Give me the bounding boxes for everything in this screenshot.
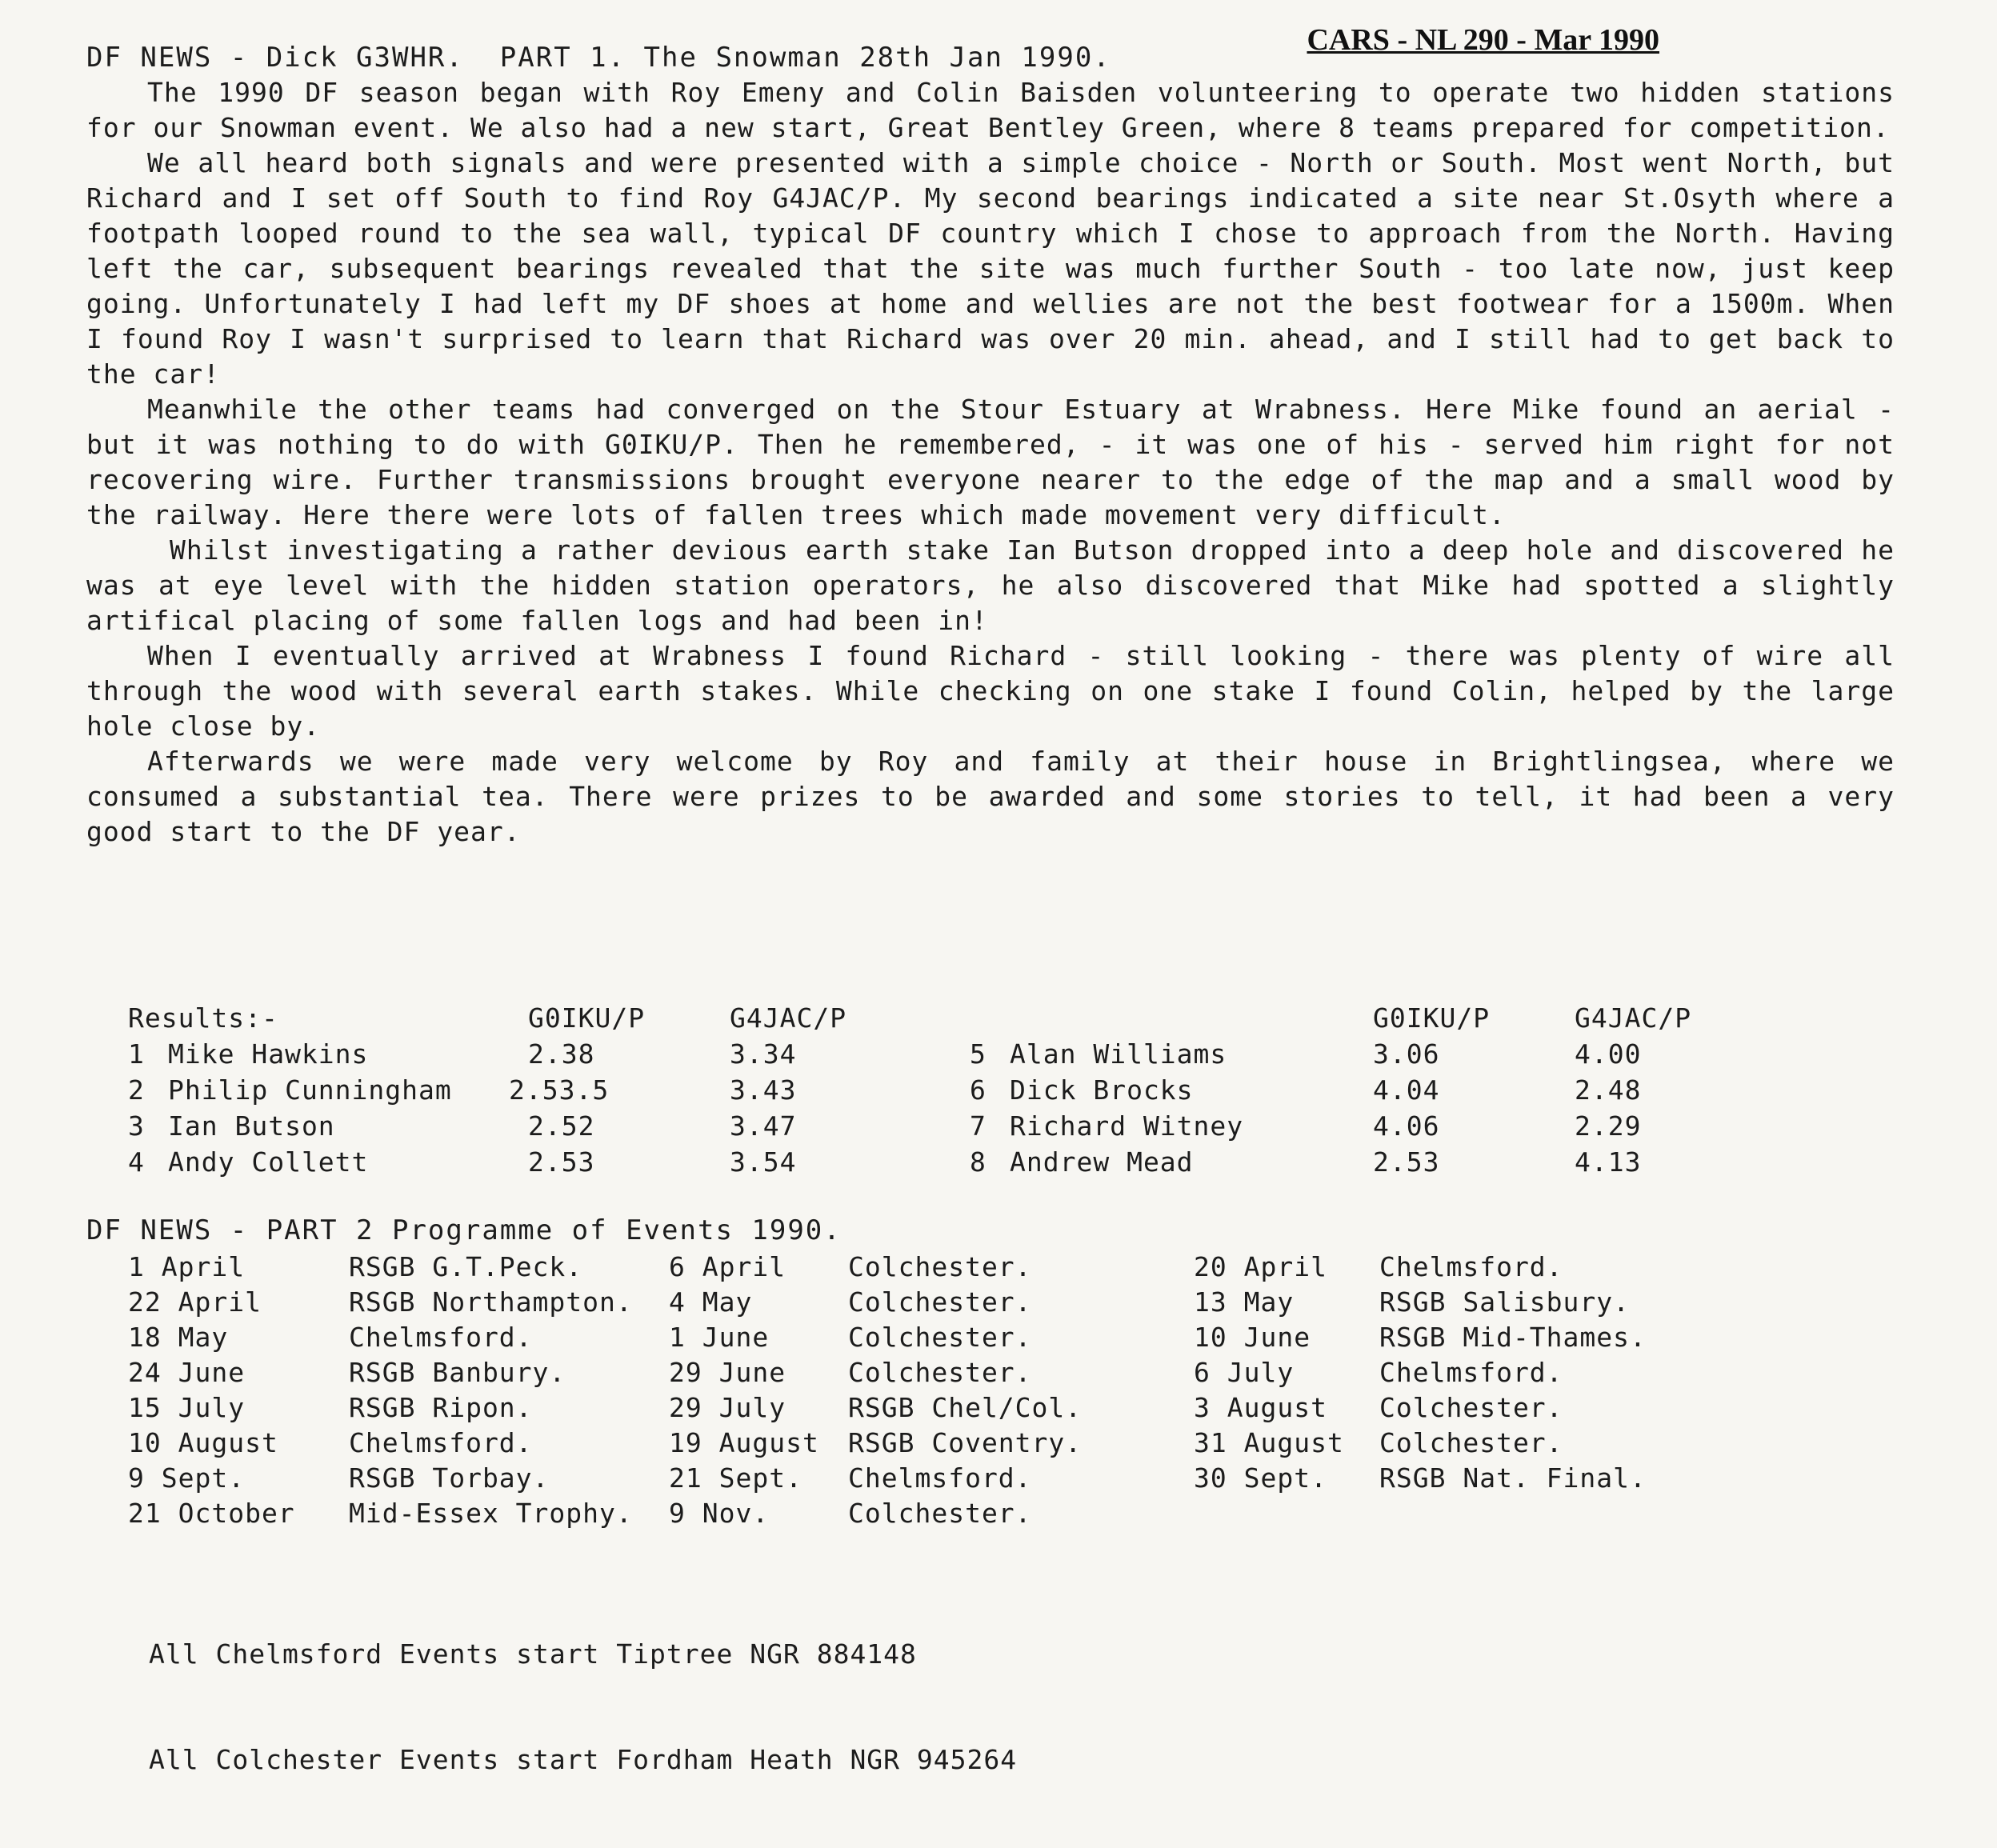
part2-heading: DF NEWS - PART 2 Programme of Events 1990. xyxy=(86,1214,842,1246)
position: 1 xyxy=(128,1038,145,1070)
event-date: 22 April xyxy=(128,1286,262,1318)
position: 4 xyxy=(128,1146,145,1178)
event-name: RSGB G.T.Peck. xyxy=(349,1251,583,1282)
competitor-name: Andrew Mead xyxy=(1010,1146,1194,1178)
time: 3.06 xyxy=(1373,1038,1440,1070)
competitor-name: Dick Brocks xyxy=(1010,1074,1194,1106)
programme-row xyxy=(128,1285,1888,1320)
event-name: RSGB Salisbury. xyxy=(1379,1286,1631,1318)
position: 6 xyxy=(970,1074,986,1106)
column-header: G0IKU/P xyxy=(1373,1002,1491,1034)
event-name: RSGB Banbury. xyxy=(349,1357,566,1388)
event-name: Chelmsford. xyxy=(349,1322,533,1353)
event-name: Colchester. xyxy=(848,1286,1032,1318)
event-name: Colchester. xyxy=(848,1322,1032,1353)
event-name: Colchester. xyxy=(1379,1392,1563,1423)
time: 4.06 xyxy=(1373,1110,1440,1142)
event-date: 6 April xyxy=(669,1251,786,1282)
programme-row xyxy=(128,1250,1888,1285)
event-name: Colchester. xyxy=(848,1357,1032,1388)
time: 2.52 xyxy=(528,1110,595,1142)
event-name: RSGB Ripon. xyxy=(349,1392,533,1423)
event-name: Chelmsford. xyxy=(349,1427,533,1458)
position: 7 xyxy=(970,1110,986,1142)
time: 2.53 xyxy=(1373,1146,1440,1178)
event-date: 20 April xyxy=(1194,1251,1327,1282)
paragraph: Afterwards we were made very welcome by Roy and family at their house in Brightlingsea, where we consumed a substantial tea. There were prizes to be awarded and some stories to tell, it had been a very good start to the DF year. xyxy=(86,746,1895,847)
event-date: 30 Sept. xyxy=(1194,1462,1327,1494)
event-name: Chelmsford. xyxy=(1379,1357,1563,1388)
programme-row xyxy=(128,1320,1888,1355)
event-date: 24 June xyxy=(128,1357,246,1388)
column-header: G4JAC/P xyxy=(730,1002,847,1034)
time: 2.29 xyxy=(1575,1110,1642,1142)
paragraph: We all heard both signals and were presented with a simple choice - North or South. Most went North, but Richard and I set off South to find Roy G4JAC/P. My second bearings indicated a site near St.Osyth where a footpath looped round to the sea wall, typical DF country which I chose to approach from the North. Having left the car, subsequent bearings revealed that the site was much further South - too late now, just keep going. Unfortunately I had left my DF shoes at home and wellies are not the best footwear for a 1500m. When I found Roy I wasn't surprised to learn that Richard was over 20 min. ahead, and I still had to get back to the car! xyxy=(86,147,1895,390)
event-date: 21 October xyxy=(128,1498,295,1529)
part1-heading: DF NEWS - Dick G3WHR. PART 1. The Snowman 28th Jan 1990. xyxy=(86,42,1111,74)
time: 3.54 xyxy=(730,1146,797,1178)
time: 3.34 xyxy=(730,1038,797,1070)
event-date: 1 June xyxy=(669,1322,770,1353)
programme-table xyxy=(128,1250,1888,1531)
time: 2.48 xyxy=(1575,1074,1642,1106)
time: 4.00 xyxy=(1575,1038,1642,1070)
event-date: 9 Sept. xyxy=(128,1462,246,1494)
competitor-name: Alan Williams xyxy=(1010,1038,1227,1070)
event-date: 6 July xyxy=(1194,1357,1295,1388)
part1-article xyxy=(86,40,1895,850)
competitor-name: Mike Hawkins xyxy=(168,1038,369,1070)
position: 8 xyxy=(970,1146,986,1178)
results-table xyxy=(128,1000,1888,1180)
event-date: 1 April xyxy=(128,1251,246,1282)
event-date: 18 May xyxy=(128,1322,229,1353)
event-name: RSGB Torbay. xyxy=(349,1462,550,1494)
competitor-name: Richard Witney xyxy=(1010,1110,1244,1142)
competitor-name: Andy Collett xyxy=(168,1146,369,1178)
results-row xyxy=(128,1036,1888,1072)
paragraph: Whilst investigating a rather devious earth stake Ian Butson dropped into a deep hole and discovered he was at eye level with the hidden station operators, he also discovered that Mike had spotted a slightly artifical placing of some fallen logs and had been in! xyxy=(86,534,1895,636)
note: All Chelmsford Events start Tiptree NGR 884148 xyxy=(149,1638,917,1670)
time: 2.53.5 xyxy=(509,1074,610,1106)
newsletter-tag: CARS - NL 290 - Mar 1990 xyxy=(1307,23,1659,57)
programme-row xyxy=(128,1390,1888,1426)
programme-row xyxy=(128,1496,1888,1531)
event-date: 3 August xyxy=(1194,1392,1327,1423)
event-date: 10 June xyxy=(1194,1322,1311,1353)
time: 2.53 xyxy=(528,1146,595,1178)
event-date: 19 August xyxy=(669,1427,819,1458)
results-row xyxy=(128,1072,1888,1108)
event-name: RSGB Northampton. xyxy=(349,1286,633,1318)
event-date: 21 Sept. xyxy=(669,1462,802,1494)
column-header: G0IKU/P xyxy=(528,1002,646,1034)
competitor-name: Philip Cunningham xyxy=(168,1074,452,1106)
programme-row xyxy=(128,1355,1888,1390)
note: All Colchester Events start Fordham Heath NGR 945264 xyxy=(149,1744,1018,1775)
time: 4.04 xyxy=(1373,1074,1440,1106)
event-name: Colchester. xyxy=(848,1251,1032,1282)
paragraph: The 1990 DF season began with Roy Emeny and Colin Baisden volunteering to operate two hidden stations for our Snowman event. We also had a new start, Great Bentley Green, where 8 teams prepared for competition. xyxy=(86,77,1895,143)
event-name: RSGB Chel/Col. xyxy=(848,1392,1083,1423)
competitor-name: Ian Butson xyxy=(168,1110,335,1142)
event-date: 31 August xyxy=(1194,1427,1344,1458)
event-name: Mid-Essex Trophy. xyxy=(349,1498,633,1529)
results-row xyxy=(128,1144,1888,1180)
event-name: RSGB Coventry. xyxy=(848,1427,1083,1458)
paragraph: Meanwhile the other teams had converged on the Stour Estuary at Wrabness. Here Mike found an aerial - but it was nothing to do with G0IKU/P. Then he remembered, - it was one of his - served him right for not recovering wire. Further transmissions brought everyone nearer to the edge of the map and a small wood by the railway. Here there were lots of fallen trees which made movement very difficult. xyxy=(86,394,1895,530)
event-name: Colchester. xyxy=(848,1498,1032,1529)
event-name: RSGB Nat. Final. xyxy=(1379,1462,1647,1494)
event-name: RSGB Mid-Thames. xyxy=(1379,1322,1647,1353)
position: 2 xyxy=(128,1074,145,1106)
event-name: Colchester. xyxy=(1379,1427,1563,1458)
event-date: 9 Nov. xyxy=(669,1498,770,1529)
event-name: Chelmsford. xyxy=(848,1462,1032,1494)
start-locations xyxy=(149,1566,1017,1848)
time: 3.43 xyxy=(730,1074,797,1106)
programme-row xyxy=(128,1426,1888,1461)
results-label: Results:- xyxy=(128,1002,278,1034)
results-row xyxy=(128,1108,1888,1144)
position: 3 xyxy=(128,1110,145,1142)
column-header: G4JAC/P xyxy=(1575,1002,1692,1034)
results-header-row xyxy=(128,1000,1888,1036)
event-name: Chelmsford. xyxy=(1379,1251,1563,1282)
event-date: 29 July xyxy=(669,1392,786,1423)
time: 3.47 xyxy=(730,1110,797,1142)
paragraph: When I eventually arrived at Wrabness I found Richard - still looking - there was plenty of wire all through the wood with several earth stakes. While checking on one stake I found Colin, helped by the large hole close by. xyxy=(86,640,1895,742)
position: 5 xyxy=(970,1038,986,1070)
event-date: 15 July xyxy=(128,1392,246,1423)
event-date: 29 June xyxy=(669,1357,786,1388)
time: 2.38 xyxy=(528,1038,595,1070)
programme-row xyxy=(128,1461,1888,1496)
event-date: 13 May xyxy=(1194,1286,1295,1318)
event-date: 4 May xyxy=(669,1286,753,1318)
time: 4.13 xyxy=(1575,1146,1642,1178)
event-date: 10 August xyxy=(128,1427,278,1458)
